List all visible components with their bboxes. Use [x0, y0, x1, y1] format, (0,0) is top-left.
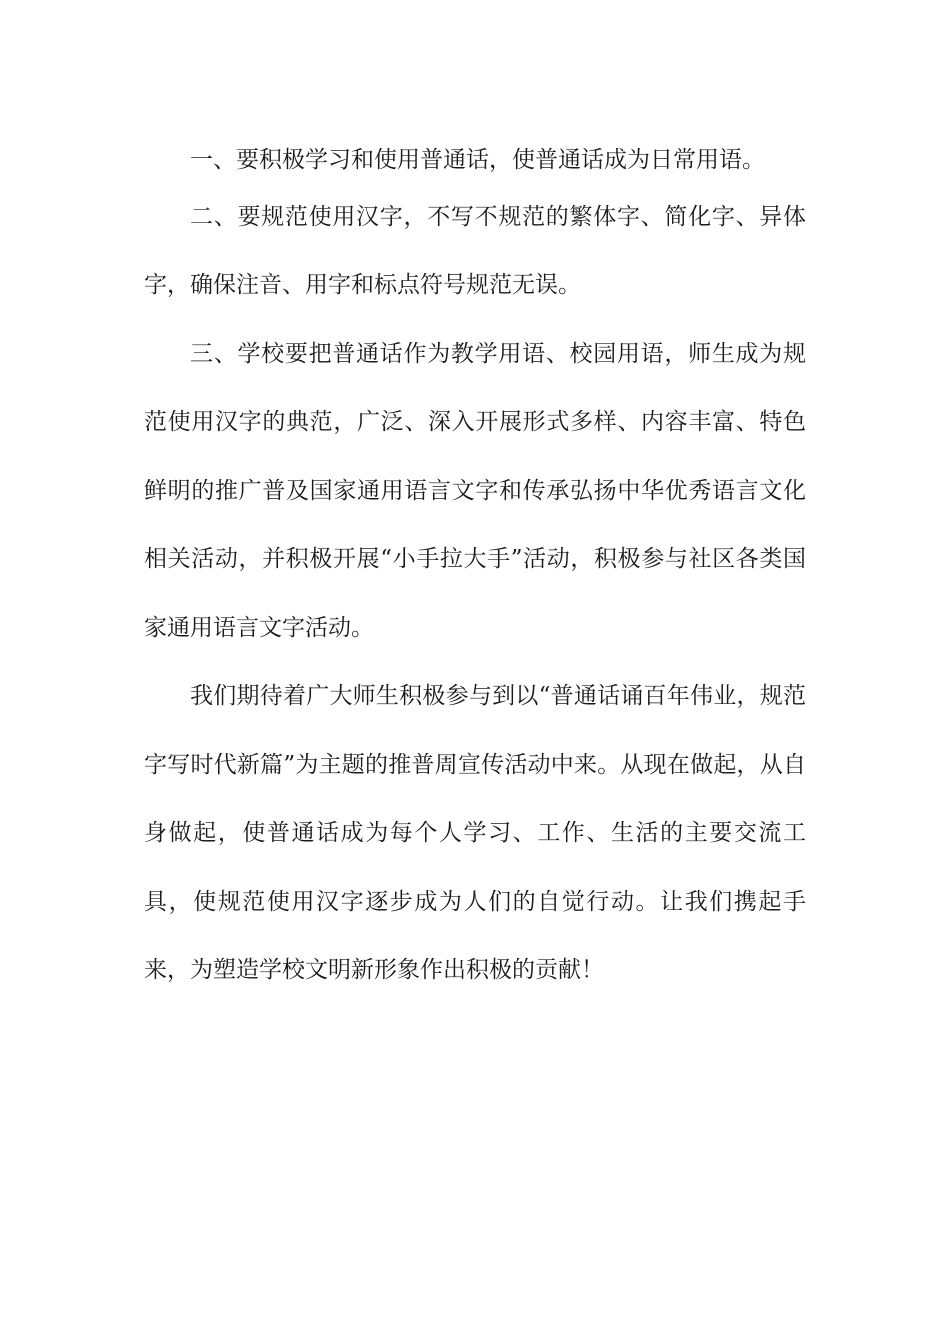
paragraph-item-2: 二、要规范使用汉字，不写不规范的繁体字、简化字、异体字，确保注音、用字和标点符号规范无误。 — [144, 203, 806, 298]
paragraph-item-3: 三、学校要把普通话作为教学用语、校园用语，师生成为规范使用汉字的典范，广泛、深入开展形式多样、内容丰富、特色鲜明的推广普及国家通用语言文字和传承弘扬中华优秀语言文化相关活动，并积极开展“小手拉大手”活动，积极参与社区各类国家通用语言文字活动。 — [144, 340, 806, 641]
document-body — [144, 126, 806, 1005]
paragraph-item-4: 我们期待着广大师生积极参与到以“普通话诵百年伟业，规范字写时代新篇”为主题的推普周宣传活动中来。从现在做起，从自身做起，使普通话成为每个人学习、工作、生活的主要交流工具，使规范使用汉字逐步成为人们的自觉行动。让我们携起手来，为塑造学校文明新形象作出积极的贡献！ — [144, 683, 806, 983]
paragraph-item-1: 一、要积极学习和使用普通话，使普通话成为日常用语。 — [190, 147, 765, 173]
